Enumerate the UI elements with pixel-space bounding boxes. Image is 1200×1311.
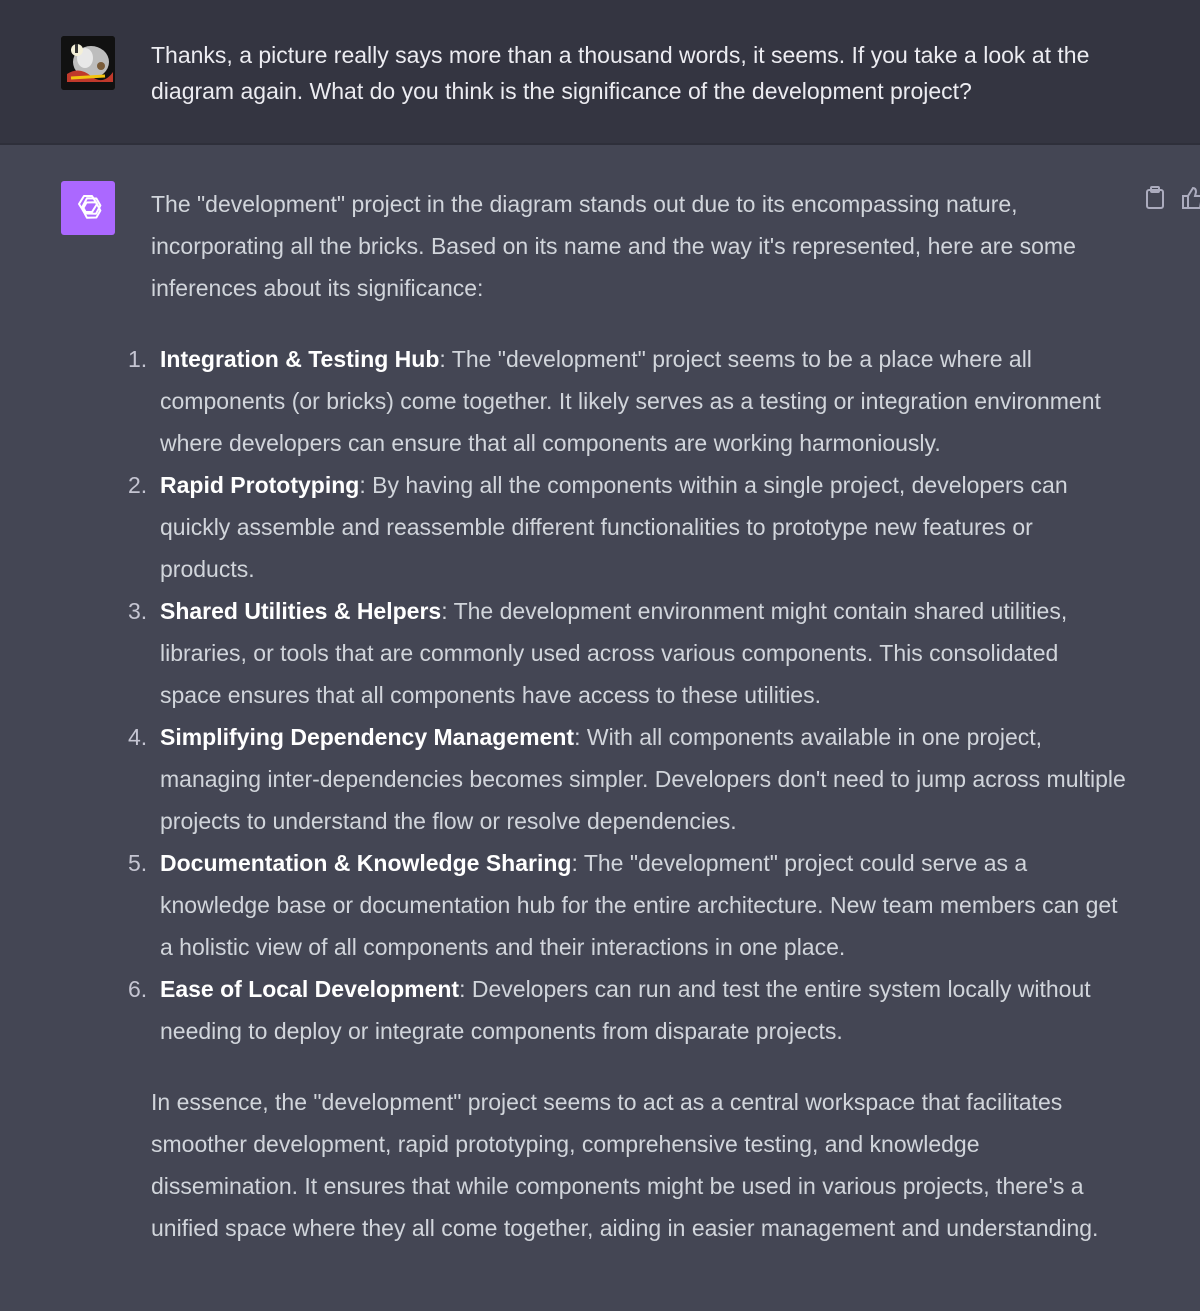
clipboard-icon xyxy=(1144,186,1166,210)
list-item xyxy=(128,968,1126,1052)
list-number: 1. xyxy=(128,346,148,372)
list-term: Documentation & Knowledge Sharing xyxy=(160,850,572,876)
list-number: 3. xyxy=(128,598,148,624)
thumbs-up-button[interactable] xyxy=(1180,185,1200,211)
list-text: : With all components available in one project, managing inter-dependencies becomes simpler. Developers don't need to jump across multiple projects to understand the flow or resolve dependencies. xyxy=(160,724,1126,834)
list-text: : Developers can run and test the entire system locally without needing to deploy or integrate components from disparate projects. xyxy=(160,976,1091,1044)
conclusion-paragraph: In essence, the "development" project seems to act as a central workspace that facilitates smoother development, rapid prototyping, comprehensive testing, and knowledge dissemination. It ensures that while components might be used in various projects, there's a unified space where they all come together, aiding in easier management and understanding. xyxy=(151,1089,1099,1241)
list-number: 2. xyxy=(128,472,148,498)
list-item xyxy=(128,338,1126,464)
list-item xyxy=(128,590,1126,716)
list-term: Rapid Prototyping xyxy=(160,472,360,498)
significance-list xyxy=(128,338,1126,1052)
list-number: 5. xyxy=(128,850,148,876)
list-number: 4. xyxy=(128,724,148,750)
openai-logo-icon xyxy=(61,181,115,235)
list-text: : The development environment might contain shared utilities, libraries, or tools that are commonly used across various components. This consolidated space ensures that all components have access to these utilities. xyxy=(160,598,1068,708)
list-term: Ease of Local Development xyxy=(160,976,460,1002)
user-avatar-icon xyxy=(61,36,115,90)
list-number: 6. xyxy=(128,976,148,1002)
user-message-row xyxy=(0,0,1200,145)
list-text: : The "development" project could serve as a knowledge base or documentation hub for the entire architecture. New team members can get a holistic view of all components and their interactions in one place. xyxy=(160,850,1118,960)
thumbs-up-icon xyxy=(1182,186,1200,210)
list-term: Integration & Testing Hub xyxy=(160,346,440,372)
list-item xyxy=(128,842,1126,968)
copy-button[interactable] xyxy=(1142,185,1168,211)
assistant-message-row xyxy=(0,145,1200,1311)
list-item xyxy=(128,464,1126,590)
assistant-message-text xyxy=(128,183,1126,1249)
list-item xyxy=(128,716,1126,842)
list-term: Simplifying Dependency Management xyxy=(160,724,575,750)
user-message-text: Thanks, a picture really says more than a thousand words, it seems. If you take a look at the diagram again. What do you think is the significance of the development project? xyxy=(151,42,1090,104)
list-text: : By having all the components within a single project, developers can quickly assemble and reassemble different functionalities to prototype new features or products. xyxy=(160,472,1068,582)
message-actions xyxy=(1142,185,1200,211)
intro-paragraph: The "development" project in the diagram stands out due to its encompassing nature, incorporating all the bricks. Based on its name and the way it's represented, here are some inferences about its significance: xyxy=(151,191,1076,301)
list-text: : The "development" project seems to be a place where all components (or bricks) come together. It likely serves as a testing or integration environment where developers can ensure that all components are working harmoniously. xyxy=(160,346,1101,456)
list-term: Shared Utilities & Helpers xyxy=(160,598,442,624)
